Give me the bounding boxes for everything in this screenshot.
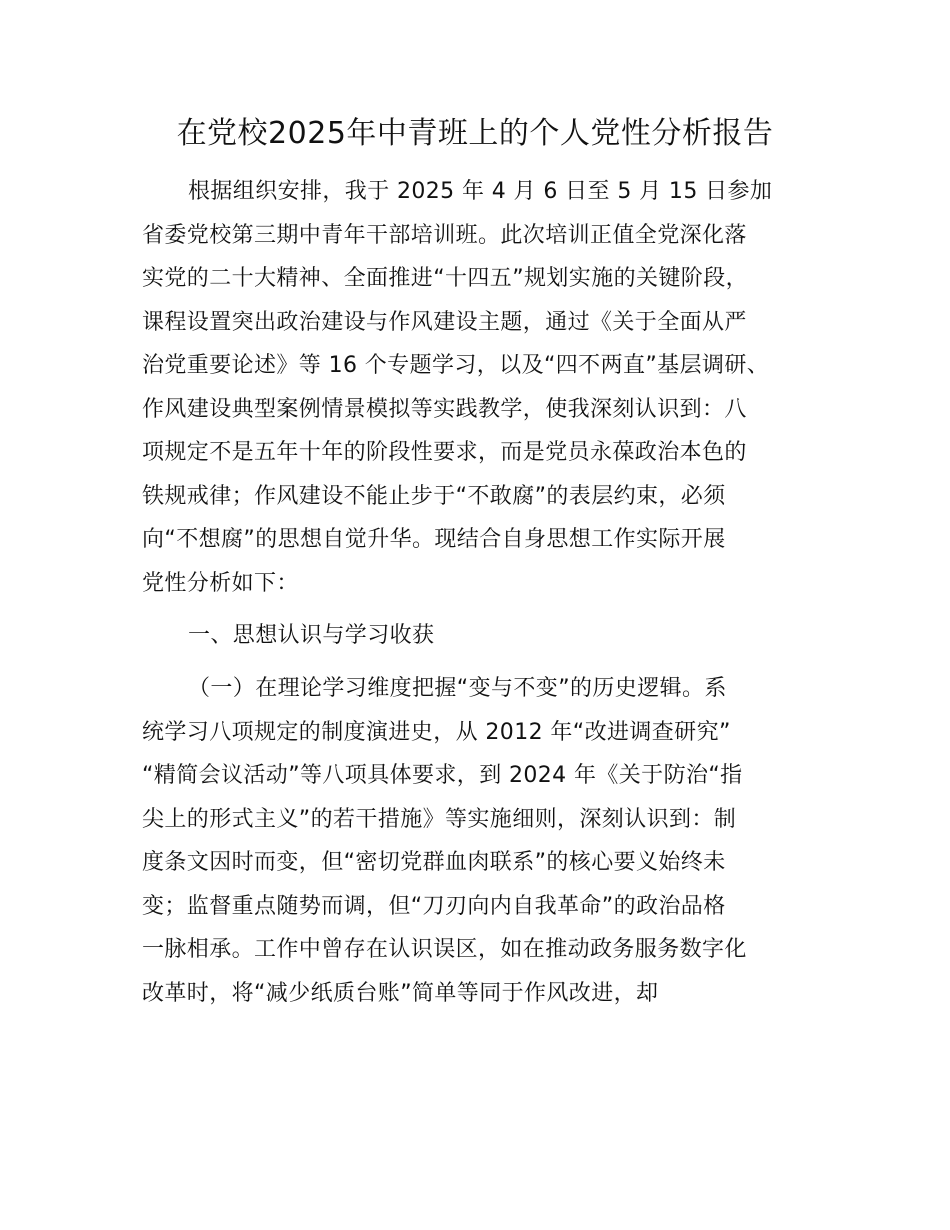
text-line: （一）在理论学习维度把握“变与不变”的历史逻辑。系 (188, 676, 727, 701)
text-line: 根据组织安排，我于 2025 年 4 月 6 日至 5 月 15 日参加 (188, 179, 773, 204)
text-line: 治党重要论述》等 16 个专题学习，以及“四不两直”基层调研、 (142, 353, 770, 378)
text-line: 作风建设典型案例情景模拟等实践教学，使我深刻认识到：八 (142, 396, 747, 422)
heading-line: 一、思想认识与学习收获 (188, 623, 435, 648)
text-line: 铁规戒律；作风建设不能止步于“不敢腐”的表层约束，必须 (142, 483, 726, 509)
paragraph-section-1-1 (142, 667, 834, 1015)
text-line: “精简会议活动”等八项具体要求，到 2024 年《关于防治“指 (142, 763, 743, 788)
section-heading (142, 614, 834, 658)
document-title: 在党校2025年中青班上的个人党性分析报告 (176, 116, 774, 151)
text-line: 统学习八项规定的制度演进史，从 2012 年“改进调查研究” (142, 719, 731, 745)
text-line: 改革时，将“减少纸质台账”简单等同于作风改进，却 (142, 980, 659, 1006)
text-line: 一脉相承。工作中曾存在认识误区，如在推动政务服务数字化 (142, 937, 747, 962)
text-line: 项规定不是五年十年的阶段性要求，而是党员永葆政治本色的 (142, 440, 747, 465)
text-line: 尖上的形式主义”的若干措施》等实施细则，深刻认识到：制 (142, 806, 737, 832)
text-line: 省委党校第三期中青年干部培训班。此次培训正值全党深化落 (142, 222, 747, 248)
paragraph-intro (142, 170, 834, 605)
text-line: 课程设置突出政治建设与作风建设主题，通过《关于全面从严 (142, 309, 747, 335)
text-line: 向“不想腐”的思想自觉升华。现结合自身思想工作实际开展 (142, 527, 726, 552)
text-line: 变；监督重点随势而调，但“刀刃向内自我革命”的政治品格 (142, 893, 726, 919)
text-line: 实党的二十大精神、全面推进“十四五”规划实施的关键阶段， (142, 266, 748, 291)
text-line: 党性分析如下： (142, 570, 299, 596)
text-line: 度条文因时而变，但“密切党群血肉联系”的核心要义始终未 (142, 850, 726, 875)
